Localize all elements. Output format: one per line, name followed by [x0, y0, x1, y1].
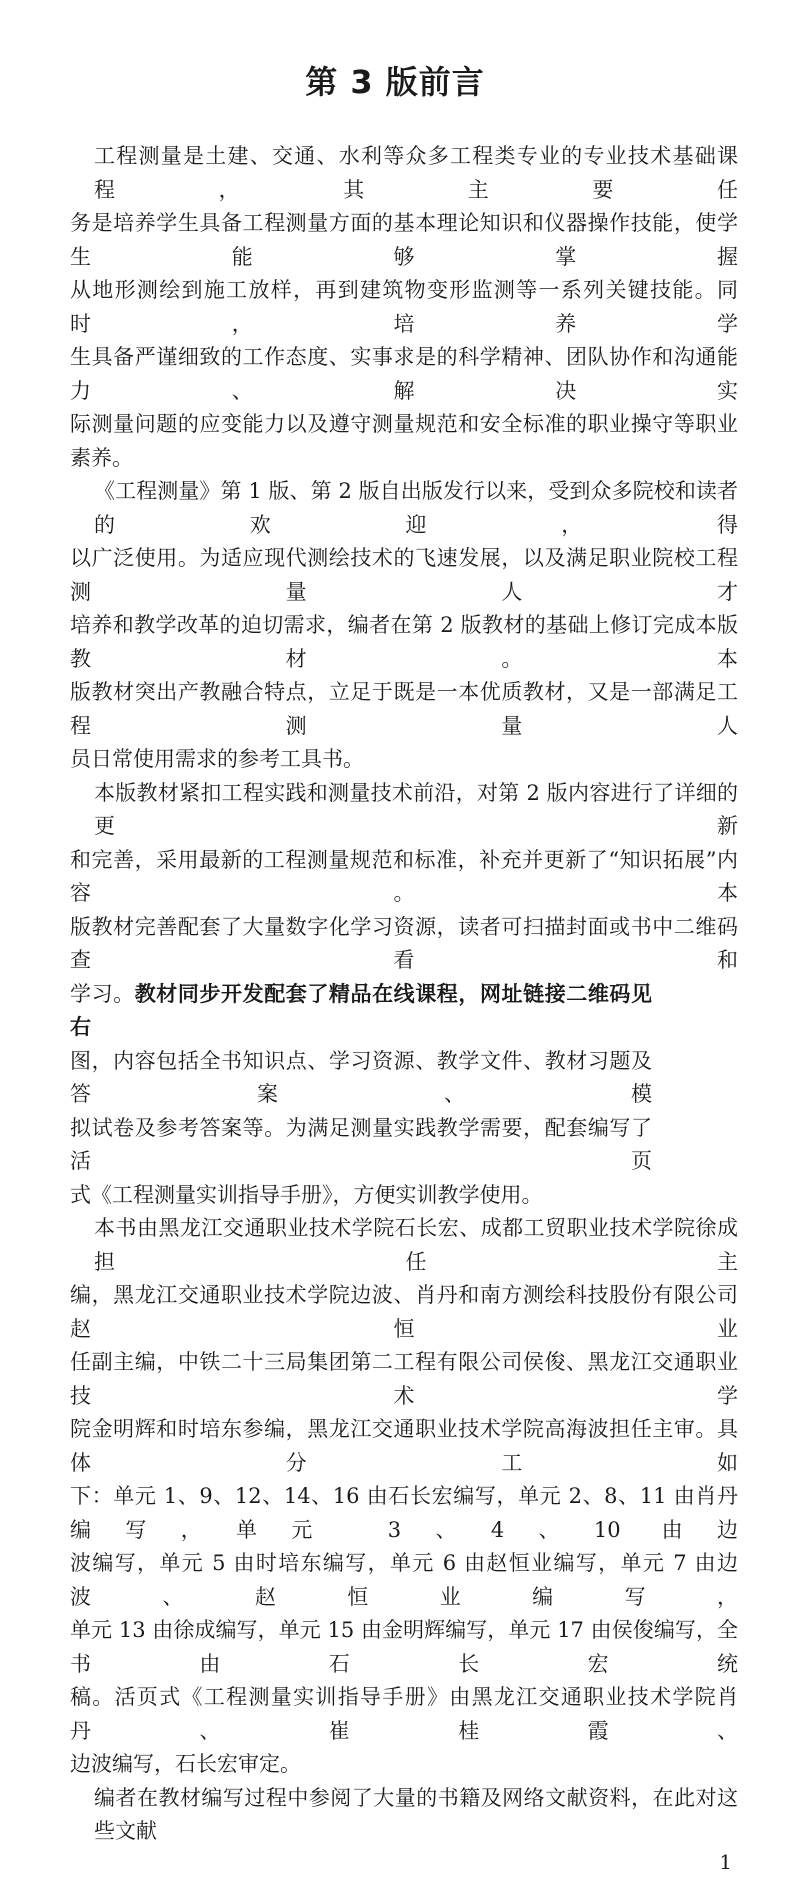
- text-line: 员日常使用需求的参考工具书。: [70, 747, 364, 771]
- text-line: 式《工程测量实训指导手册》，方便实训教学使用。: [70, 1182, 543, 1207]
- text-line: 院金明辉和时培东参编，黑龙江交通职业技术学院高海波担任主审。具体分工如: [70, 1417, 738, 1475]
- paragraph-5: [70, 1782, 738, 1849]
- paragraph-2: [70, 475, 738, 777]
- online-course-note: 教材同步开发配套了精品在线课程，网址链接二维码见右: [70, 981, 653, 1039]
- text-line: 单元 13 由徐成编写，单元 15 由金明辉编写，单元 17 由侯俊编写，全书由石长宏统: [70, 1618, 738, 1676]
- text-line: 波编写，单元 5 由时培东编写，单元 6 由赵恒业编写，单元 7 由边波、赵恒业编写，: [70, 1551, 738, 1609]
- text-line: 和完善，采用最新的工程测量规范和标准，补充并更新了“知识拓展”内容。本: [70, 847, 738, 905]
- text-line: [70, 978, 652, 1045]
- text-line: 务是培养学生具备工程测量方面的基本理论知识和仪器操作技能，使学生能够掌握: [70, 211, 738, 269]
- text-line: 工程测量是土建、交通、水利等众多工程类专业的专业技术基础课程，其主要任: [94, 144, 738, 202]
- paragraph-4: [70, 1212, 738, 1782]
- text-line: 本书由黑龙江交通职业技术学院石长宏、成都工贸职业技术学院徐成担任主: [94, 1216, 738, 1274]
- text-line: 版教材突出产教融合特点，立足于既是一本优质教材，又是一部满足工程测量人: [70, 680, 738, 738]
- text-segment: 学习。: [70, 981, 135, 1006]
- text-line: 从地形测绘到施工放样，再到建筑物变形监测等一系列关键技能。同时，培养学: [70, 278, 738, 336]
- text-line: 以广泛使用。为适应现代测绘技术的飞速发展，以及满足职业院校工程测量人才: [70, 546, 738, 604]
- page-number: 1: [719, 1849, 732, 1874]
- text-line: 版教材完善配套了大量数字化学习资源，读者可扫描封面或书中二维码查看和: [70, 914, 738, 972]
- text-line: 编者在教材编写过程中参阅了大量的书籍及网络文献资料，在此对这些文献: [94, 1785, 738, 1843]
- text-line: 生具备严谨细致的工作态度、实事求是的科学精神、团队协作和沟通能力、解决实: [70, 345, 738, 403]
- text-line: 《工程测量》第 1 版、第 2 版自出版发行以来，受到众多院校和读者的欢迎，得: [94, 479, 738, 537]
- paragraph-3: [70, 777, 738, 1213]
- text-line: 下：单元 1、9、12、14、16 由石长宏编写，单元 2、8、11 由肖丹编写，单元 3、4、10 由边: [70, 1484, 738, 1542]
- text-line: 拟试卷及参考答案等。为满足测量实践教学需要，配套编写了活页: [70, 1115, 652, 1173]
- text-line: 任副主编，中铁二十三局集团第二工程有限公司侯俊、黑龙江交通职业技术学: [70, 1350, 738, 1408]
- text-line: 际测量问题的应变能力以及遵守测量规范和安全标准的职业操守等职业素养。: [70, 412, 738, 470]
- text-line: 培养和教学改革的迫切需求，编者在第 2 版教材的基础上修订完成本版教材。本: [70, 613, 738, 671]
- text-line: 稿。活页式《工程测量实训指导手册》由黑龙江交通职业技术学院肖丹、崔桂霞、: [70, 1685, 738, 1743]
- paragraph-1: [70, 140, 738, 475]
- preface-body: [70, 140, 738, 1849]
- text-line: 边波编写，石长宏审定。: [70, 1752, 301, 1776]
- text-line: 本版教材紧扣工程实践和测量技术前沿，对第 2 版内容进行了详细的更新: [94, 780, 738, 838]
- text-line: 编，黑龙江交通职业技术学院边波、肖丹和南方测绘科技股份有限公司赵恒业: [70, 1283, 738, 1341]
- page-title: 第 3 版前言: [305, 63, 485, 101]
- text-line: 图，内容包括全书知识点、学习资源、教学文件、教材习题及答案、模: [70, 1048, 652, 1106]
